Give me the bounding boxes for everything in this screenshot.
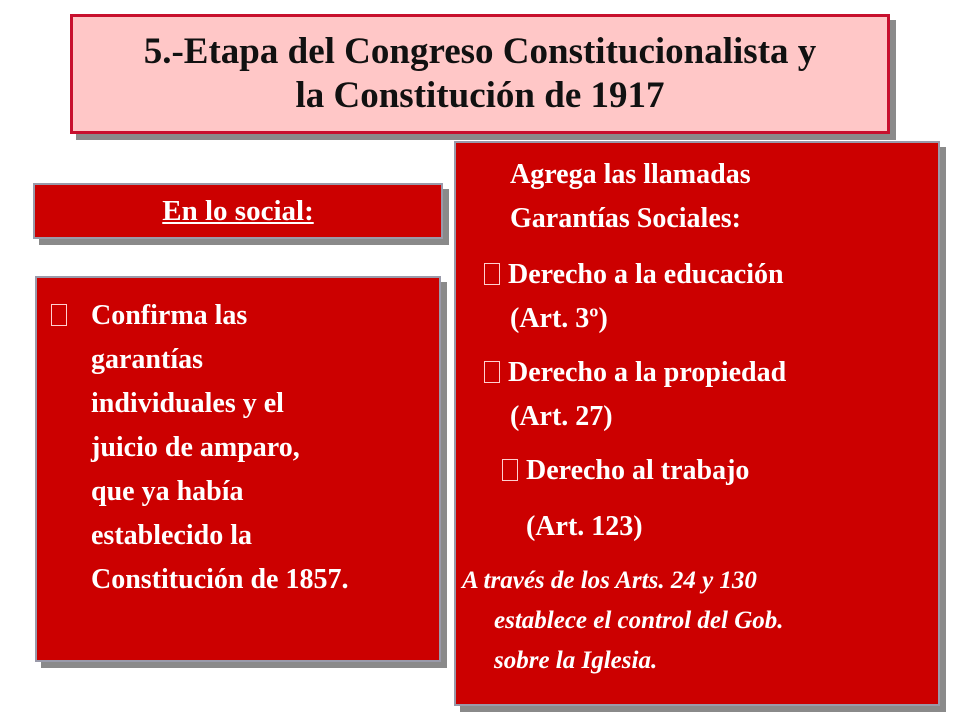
list-item-education — [484, 255, 784, 295]
left-line: individuales y el — [91, 388, 284, 419]
list-item-text: Derecho al trabajo — [526, 455, 750, 486]
left-line: que ya había — [91, 476, 244, 507]
title-line-1: 5.-Etapa del Congreso Constitucionalista y — [143, 31, 817, 72]
note-line-1: A través de los Arts. 24 y 130 — [462, 567, 757, 594]
list-item-work-article: (Art. 123) — [526, 511, 643, 542]
social-label-box — [33, 183, 443, 239]
list-item-text: Derecho a la educación — [508, 259, 784, 290]
title-box — [70, 14, 890, 134]
title-line-2: la Constitución de 1917 — [295, 75, 665, 116]
left-line: garantías — [91, 344, 203, 375]
left-content-box — [35, 276, 441, 662]
list-item-property — [484, 353, 786, 393]
list-item-work — [502, 451, 749, 491]
right-content-box — [454, 141, 940, 706]
intro-line-1: Agrega las llamadas — [510, 159, 751, 190]
note-line-2: establece el control del Gob. — [494, 607, 784, 634]
left-line: Constitución de 1857. — [91, 564, 349, 595]
note-line-3: sobre la Iglesia. — [494, 647, 658, 674]
slide-title — [144, 30, 817, 118]
left-paragraph — [51, 294, 431, 602]
bullet-square-icon — [484, 263, 500, 285]
bullet-square-icon — [502, 459, 518, 481]
bullet-square-icon — [51, 304, 67, 326]
left-line: establecido la — [91, 520, 252, 551]
social-label: En lo social: — [162, 194, 314, 227]
list-item-property-article: (Art. 27) — [510, 401, 613, 432]
left-line: juicio de amparo, — [91, 432, 300, 463]
intro-line-2: Garantías Sociales: — [510, 203, 741, 234]
left-line: Confirma las — [91, 300, 248, 331]
bullet-square-icon — [484, 361, 500, 383]
list-item-education-article: (Art. 3º) — [510, 303, 608, 334]
list-item-text: Derecho a la propiedad — [508, 357, 787, 388]
